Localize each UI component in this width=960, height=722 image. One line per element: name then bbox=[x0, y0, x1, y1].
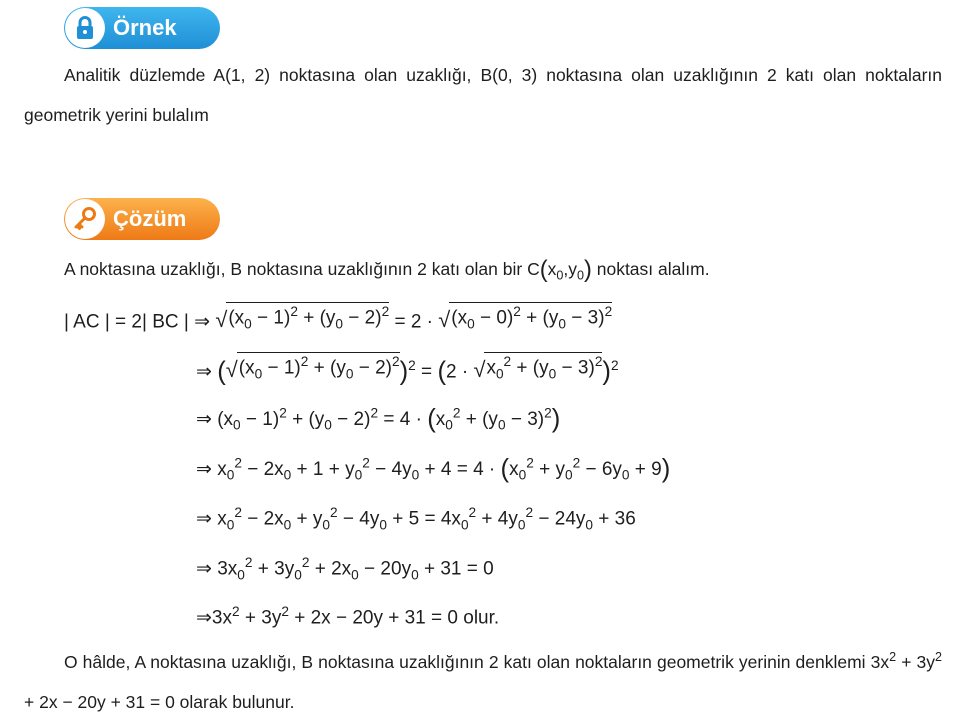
key-icon bbox=[65, 199, 105, 239]
solution-conclusion: O hâlde, A noktasına uzaklığı, B noktasına uzaklığının 2 katı olan noktaların geometrik yerinin denklemi $3x^2 + 3y^2 + 2x - 20y + 31 = 0$ olarak bulunur. bbox=[24, 650, 942, 712]
solution-intro: A noktasına uzaklığı, B noktasına uzaklığının 2 katı olan bir $C(x_0,y_0)$ noktası alalım. bbox=[64, 257, 710, 283]
equation-step-1: | AC | = 2| BC | ⇒ √ $(x_0 - 1)^2 + (y_0 - 2)^2$ = 2 · √ $(x_0 - 0)^2 + (y_0 - 3)^2$ bbox=[64, 304, 613, 333]
solution-intro-text: A noktasına uzaklığı, B noktasına uzaklığının 2 katı olan bir bbox=[64, 259, 523, 280]
equation-step-4: ⇒ $x_0^2 - 2x_0 + 1 + y_0^2 - 4y_0 + 4 = 4 \cdot (x_0^2 + y_0^2 - 6y_0 + 9)$ bbox=[196, 455, 671, 483]
conclusion-end: olarak bulunur. bbox=[179, 691, 295, 712]
example-question-text: Analitik düzlemde A(1, 2) noktasına olan uzaklığı, B(0, 3) noktasına olan uzaklığının 2 katı olan noktaların geometrik yerini bulalım bbox=[24, 65, 942, 125]
final-step-end: olur. bbox=[463, 607, 500, 629]
equation-step-6: ⇒ $3x_0^2 + 3y_0^2 + 2x_0 - 20y_0 + 31 = 0$ bbox=[196, 555, 494, 583]
equation-step-5: ⇒ $x_0^2 - 2x_0 + y_0^2 - 4y_0 + 5 = 4x_0^2 + 4y_0^2 - 24y_0 + 36$ bbox=[196, 505, 636, 533]
solution-badge bbox=[64, 198, 220, 240]
equation-step-2: ⇒ ( √ $(x_0 - 1)^2 + (y_0 - 2)^2$ )$^2$ = (2 · √ $x_0^2 + (y_0 - 3)^2$ )$^2$ bbox=[196, 354, 619, 386]
step1-lhs: | AC | = 2| BC | bbox=[64, 311, 189, 333]
example-badge-label: Örnek bbox=[113, 15, 177, 40]
solution-badge-label: Çözüm bbox=[113, 206, 187, 231]
example-question bbox=[24, 55, 942, 135]
conclusion-text: O hâlde, A noktasına uzaklığı, B noktasına uzaklığının 2 katı olan noktaların geometrik yerinin denklemi bbox=[64, 651, 866, 672]
equation-step-3: ⇒ $(x_0 - 1)^2 + (y_0 - 2)^2 = 4 \cdot (x_0^2 + (y_0 - 3)^2)$ bbox=[196, 405, 561, 433]
equation-step-7: $\Rightarrow 3x^2 + 3y^2 + 2x - 20y + 31 = 0$ olur. bbox=[196, 604, 500, 629]
example-badge bbox=[64, 7, 220, 49]
lock-icon bbox=[65, 8, 105, 48]
solution-intro-end: noktası alalım. bbox=[596, 259, 710, 280]
